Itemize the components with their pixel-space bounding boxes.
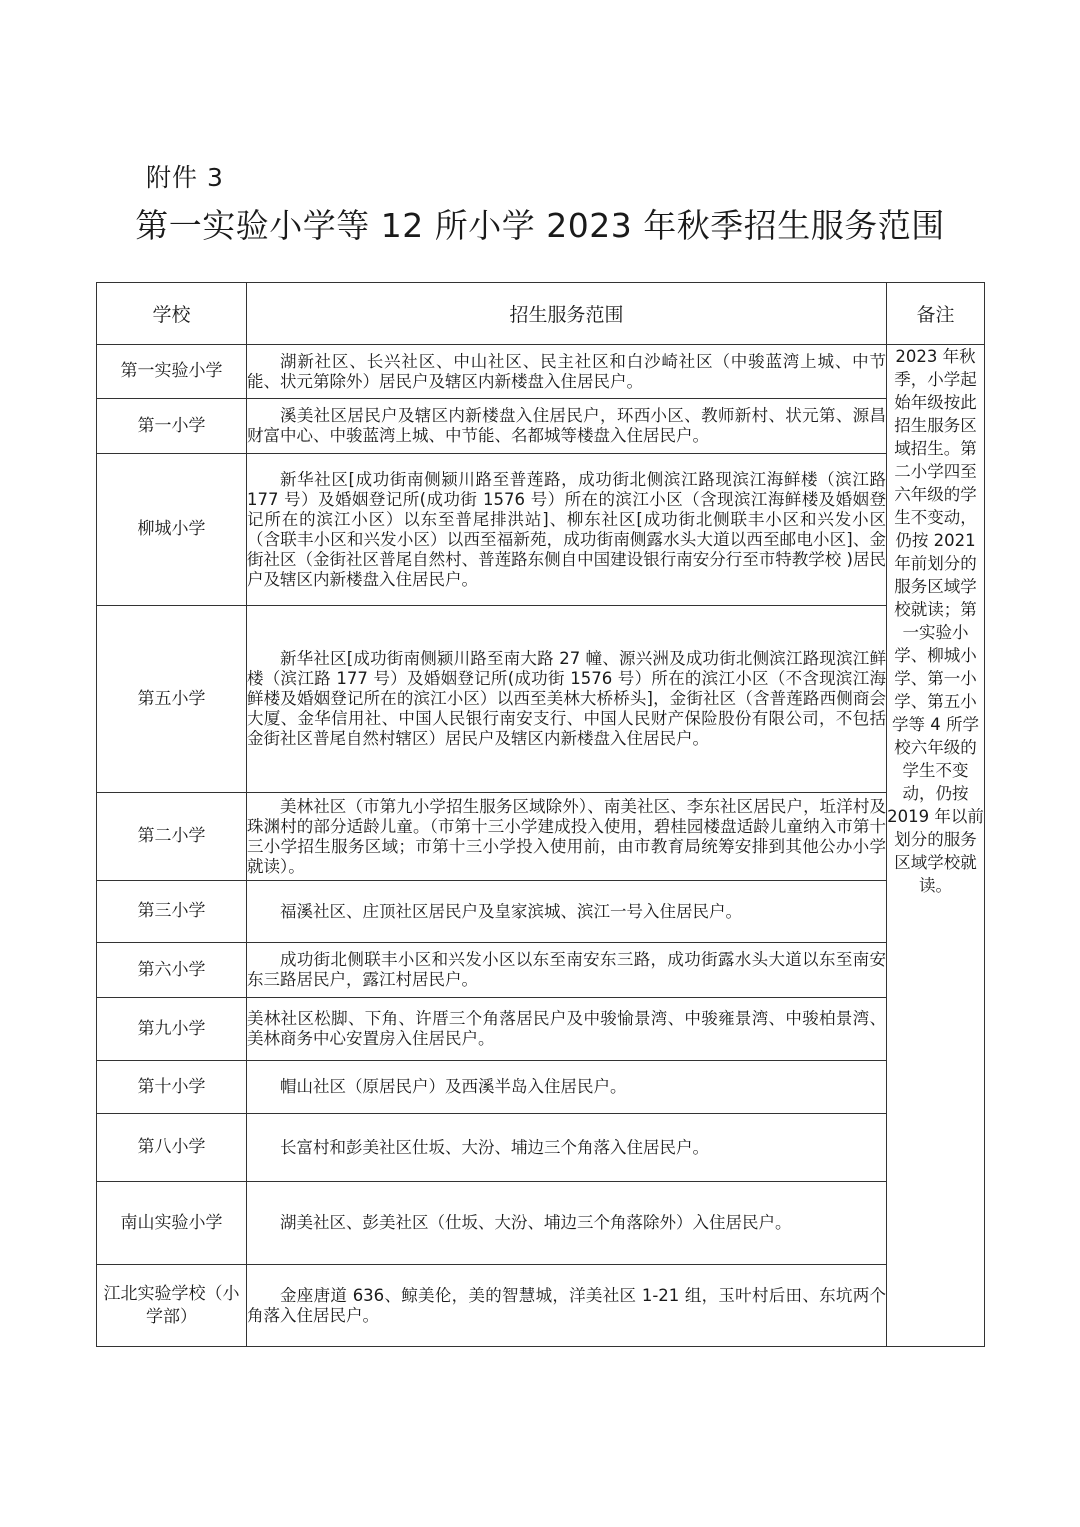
table-row: [97, 345, 985, 399]
table-row: [97, 881, 985, 943]
column-header-school: 学校: [97, 283, 247, 345]
service-scope: 福溪社区、庄顶社区居民户及皇家滨城、滨江一号入住居民户。: [247, 881, 887, 943]
school-name: 第八小学: [97, 1114, 247, 1182]
table-row: [97, 943, 985, 998]
column-header-remark: 备注: [887, 283, 985, 345]
table-row: [97, 1265, 985, 1347]
table-row: [97, 454, 985, 606]
service-scope: 成功街北侧联丰小区和兴发小区以东至南安东三路，成功街露水头大道以东至南安东三路居民户，露江村居民户。: [247, 943, 887, 998]
table-row: [97, 1182, 985, 1265]
table-header-row: [97, 283, 985, 345]
service-scope: 长富村和彭美社区仕坂、大汾、埔边三个角落入住居民户。: [247, 1114, 887, 1182]
document-title: 第一实验小学等 12 所小学 2023 年秋季招生服务范围: [135, 206, 945, 245]
school-name: 柳城小学: [97, 454, 247, 606]
service-scope: 美林社区（市第九小学招生服务区域除外）、南美社区、李东社区居民户，坵洋村及珠渊村的部分适龄儿童。（市第十三小学建成投入使用，碧桂园楼盘适龄儿童纳入市第十三小学招生服务区域；市第十三小学投入使用前，由市教育局统筹安排到其他公办小学就读）。: [247, 793, 887, 881]
school-name: 第六小学: [97, 943, 247, 998]
school-name: 南山实验小学: [97, 1182, 247, 1265]
table-row: [97, 998, 985, 1061]
school-name: 第一小学: [97, 399, 247, 454]
remark-cell: 2023 年秋季，小学起始年级按此招生服务区域招生。第二小学四至六年级的学生不变动，仍按 2021 年前划分的服务区域学校就读；第一实验小学、柳城小学、第一小学、第五小学等 4 所学校六年级的学生不变动，仍按 2019 年以前划分的服务区域学校就读。: [887, 345, 985, 1347]
service-scope: 湖新社区、长兴社区、中山社区、民主社区和白沙崎社区（中骏蓝湾上城、中节能、状元第除外）居民户及辖区内新楼盘入住居民户。: [247, 345, 887, 399]
service-scope: 美林社区松脚、下角、许厝三个角落居民户及中骏愉景湾、中骏雍景湾、中骏柏景湾、美林商务中心安置房入住居民户。: [247, 998, 887, 1061]
school-name: 江北实验学校（小学部）: [97, 1265, 247, 1347]
service-scope: 帽山社区（原居民户）及西溪半岛入住居民户。: [247, 1061, 887, 1114]
attachment-label: 附件 3: [146, 163, 224, 192]
service-scope: 金座唐道 636、鲸美伦，美的智慧城，洋美社区 1-21 组，玉叶村后田、东坑两个角落入住居民户。: [247, 1265, 887, 1347]
school-name: 第二小学: [97, 793, 247, 881]
table-row: [97, 399, 985, 454]
service-scope: 溪美社区居民户及辖区内新楼盘入住居民户，环西小区、教师新村、状元第、源昌财富中心、中骏蓝湾上城、中节能、名都城等楼盘入住居民户。: [247, 399, 887, 454]
school-name: 第五小学: [97, 606, 247, 793]
table-row: [97, 1061, 985, 1114]
service-scope: 新华社区[成功街南侧颍川路至南大路 27 幢、源兴洲及成功街北侧滨江路现滨江鲜楼（滨江路 177 号）及婚姻登记所(成功街 1576 号）所在的滨江小区（不含现滨江海鲜楼及婚姻登记所在的滨江小区）以西至美林大桥桥头]，金街社区（含普莲路西侧商会大厦、金华信用社、中国人民银行南安支行、中国人民财产保险股份有限公司，不包括金街社区普尾自然村辖区）居民户及辖区内新楼盘入住居民户。: [247, 606, 887, 793]
service-scope: 湖美社区、彭美社区（仕坂、大汾、埔边三个角落除外）入住居民户。: [247, 1182, 887, 1265]
service-scope: 新华社区[成功街南侧颍川路至普莲路，成功街北侧滨江路现滨江海鲜楼（滨江路 177 号）及婚姻登记所(成功街 1576 号）所在的滨江小区（含现滨江海鲜楼及婚姻登记所在的滨江小区）以东至普尾排洪站]、柳东社区[成功街北侧联丰小区和兴发小区（含联丰小区和兴发小区）以西至福新苑，成功街南侧露水头大道以西至邮电小区]、金街社区（金街社区普尾自然村、普莲路东侧自中国建设银行南安分行至市特教学校 )居民户及辖区内新楼盘入住居民户。: [247, 454, 887, 606]
enrollment-scope-table: [96, 282, 985, 1347]
table-row: [97, 793, 985, 881]
table-row: [97, 1114, 985, 1182]
school-name: 第一实验小学: [97, 345, 247, 399]
column-header-scope: 招生服务范围: [247, 283, 887, 345]
school-name: 第九小学: [97, 998, 247, 1061]
table-row: [97, 606, 985, 793]
school-name: 第三小学: [97, 881, 247, 943]
school-name: 第十小学: [97, 1061, 247, 1114]
